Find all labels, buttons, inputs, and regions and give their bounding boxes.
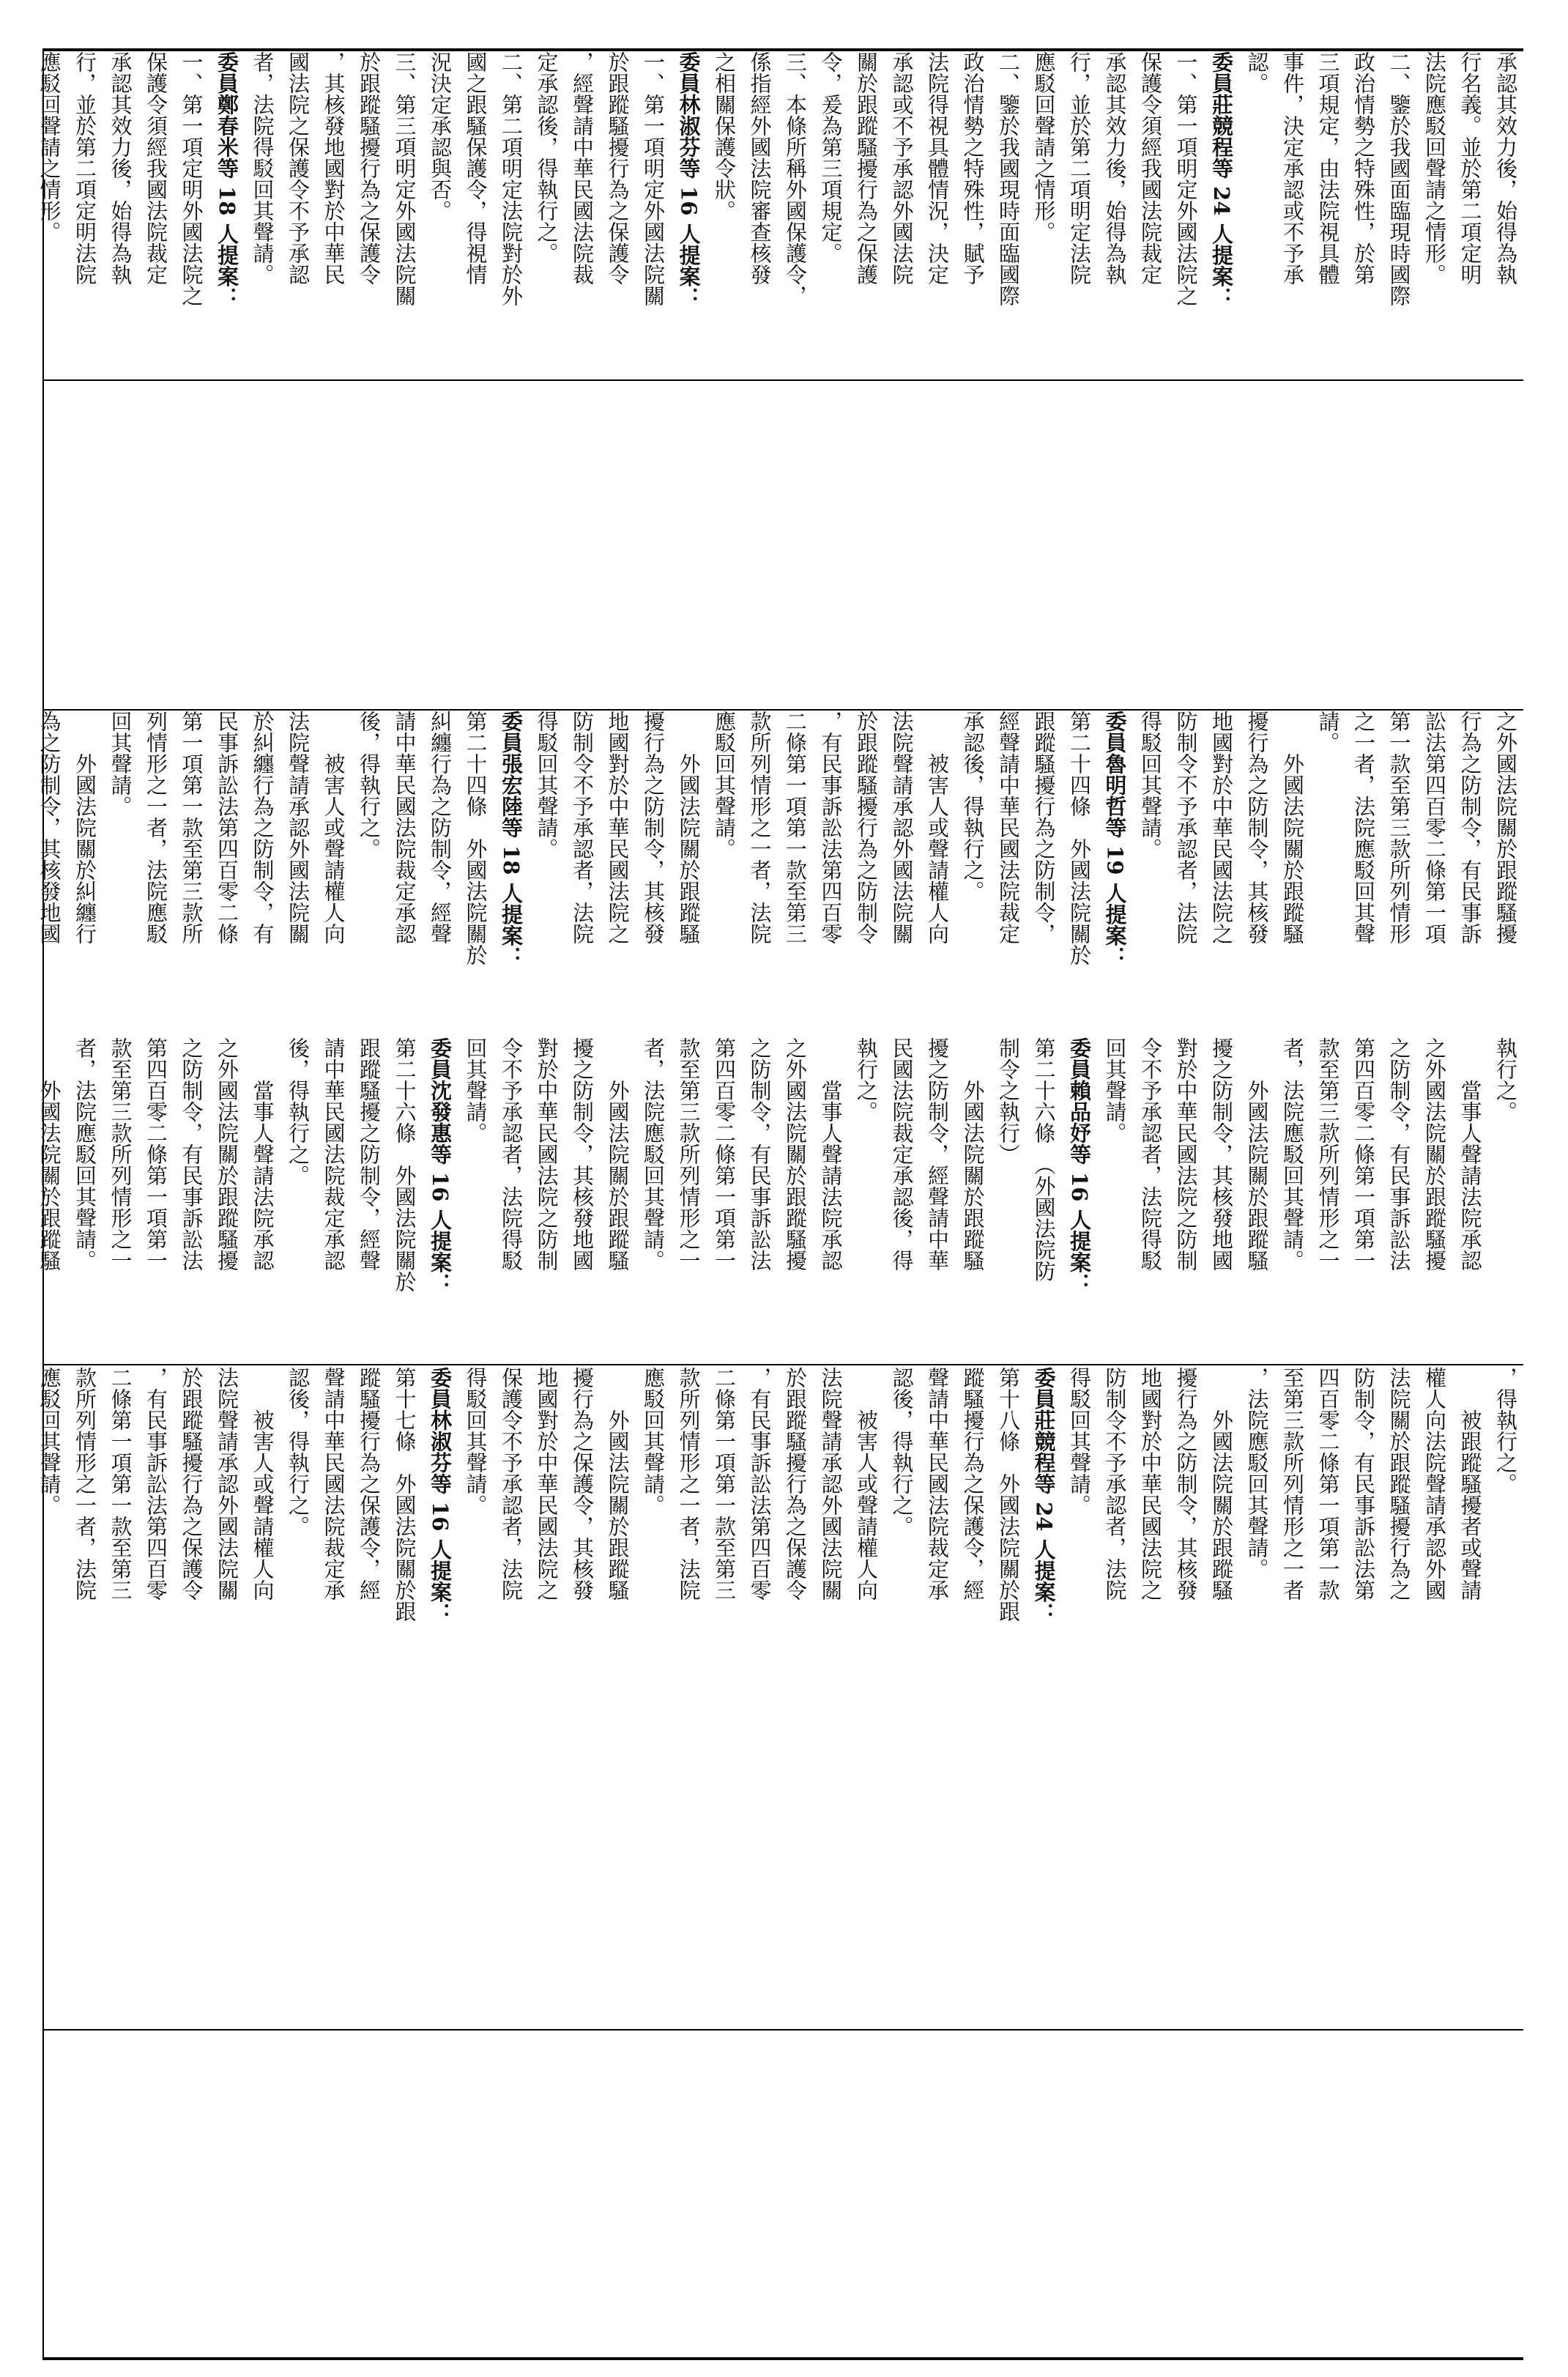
text-line: 當事人聲請法院承認 — [1457, 1037, 1483, 1271]
text-line: 款所列情形之一者，法院 — [73, 1367, 97, 1601]
text-line: 蹤騷擾行為之保護令，經 — [357, 1367, 382, 1601]
text-line: 二條第一項第一款至第三 — [783, 711, 808, 944]
text-line: 應駁回其聲請。 — [37, 1367, 62, 1516]
text-line: 之防制令，有民事訴訟法 — [179, 1037, 204, 1271]
text-line: 外國法院關於跟蹤騷 — [605, 1367, 631, 1601]
text-line: 回其聲請。 — [1102, 1037, 1128, 1143]
text-line: 制令之執行） — [996, 1037, 1021, 1165]
text-line: 者，法院得駁回其聲請。 — [250, 51, 275, 285]
text-line: 跟蹤騷擾行為之防制令， — [1031, 711, 1057, 944]
text-line: 國法院之保護令不予承認 — [286, 51, 311, 285]
text-line: 承認後，得執行之。 — [960, 711, 986, 902]
text-line: 防制令不予承認者，法院 — [570, 711, 595, 944]
text-line: 外國法院關於跟蹤騷 — [605, 1037, 631, 1271]
text-line: 者，法院應駁回其聲請。 — [641, 1037, 666, 1271]
text-line: 被跟蹤騷擾者或聲請 — [1457, 1367, 1483, 1601]
text-line: 後，得執行之。 — [286, 1037, 311, 1186]
text-line: 法院聲請承認外國法院關 — [215, 1367, 239, 1601]
text-line: 委員張宏陸等 18 人提案： — [499, 711, 524, 968]
text-line: 承認其效力後，始得為執 — [1493, 51, 1518, 285]
text-line: 三、本條所稱外國保護令， — [783, 51, 808, 306]
text-line: 法院聲請承認外國法院關 — [286, 711, 311, 944]
text-line: 蹤騷擾行為之保護令，經 — [960, 1367, 986, 1601]
text-line: 防制令，有民事訴訟法第 — [1351, 1367, 1376, 1601]
text-line: 承認或不予承認外國法院 — [889, 51, 915, 285]
text-line: 第二十六條 外國法院關於 — [392, 1037, 417, 1292]
text-line: 訟法第四百零二條第一項 — [1422, 711, 1447, 944]
text-line: 外國法院關於跟蹤騷 — [960, 1037, 986, 1271]
text-line: 第十七條 外國法院關於跟 — [392, 1367, 417, 1622]
text-line: 之防制令，有民事訴訟法 — [1386, 1037, 1412, 1271]
text-line: 得駁回其聲請。 — [1067, 1367, 1092, 1516]
text-line: 應駁回聲請之情形。 — [1031, 51, 1057, 242]
text-line: 法院關於跟蹤騷擾行為之 — [1386, 1367, 1412, 1601]
text-line: 權人向法院聲請承認外國 — [1422, 1367, 1447, 1601]
text-line: 認後，得執行之。 — [286, 1367, 311, 1537]
text-line: 政治情勢之特殊性，賦予 — [960, 51, 986, 285]
text-line: 列情形之一者，法院應駁 — [144, 711, 168, 944]
text-line: 第四百零二條第一項第一 — [712, 1037, 737, 1271]
text-line: ，其核發地國對於中華民 — [321, 51, 346, 285]
text-line: 於跟蹤騷擾行為之防制令 — [854, 711, 879, 944]
text-line: ，有民事訴訟法第四百零 — [818, 711, 844, 944]
text-line: 政治情勢之特殊性，於第 — [1351, 51, 1376, 285]
text-line: 關於跟蹤騷擾行為之保護 — [854, 51, 879, 285]
text-line: 令，爰為第三項規定。 — [818, 51, 844, 264]
text-line: 外國法院關於糾纏行 — [73, 711, 97, 944]
text-line: 法院應駁回聲請之情形。 — [1422, 51, 1447, 285]
text-line: 四百零二條第一項第一款 — [1315, 1367, 1341, 1601]
text-line: 令不予承認者，法院得駁 — [499, 1037, 524, 1271]
text-line: 款至第三款所列情形之一 — [1315, 1037, 1341, 1271]
text-line: 被害人或聲請權人向 — [854, 1367, 879, 1601]
text-line: 聲請中華民國法院裁定承 — [321, 1367, 346, 1601]
text-line: 之外國法院關於跟蹤騷擾 — [783, 1037, 808, 1271]
text-line: 三項規定，由法院視具體 — [1315, 51, 1341, 285]
text-line: 對於中華民國法院之防制 — [534, 1037, 560, 1271]
text-line: 委員沈發惠等 16 人提案： — [428, 1037, 453, 1294]
text-line: 承認其效力後，始得為執 — [108, 51, 133, 285]
text-line: 第二十六條 （外國法院防 — [1031, 1037, 1057, 1282]
text-line: ，經聲請中華民國法院裁 — [570, 51, 595, 285]
middle-text-column-c — [37, 1367, 1523, 1689]
text-line: ，有民事訴訟法第四百零 — [747, 1367, 773, 1601]
separator-rule-4 — [42, 2029, 1523, 2031]
text-line: 外國法院關於跟蹤騷 — [1280, 711, 1305, 944]
text-line: 糾纏行為之防制令，經聲 — [428, 711, 453, 944]
text-line: 二、鑒於我國現時面臨國際 — [996, 51, 1021, 306]
text-line: 執行之。 — [1493, 1037, 1518, 1122]
text-line: 者，法院應駁回其聲請。 — [1280, 1037, 1305, 1271]
text-line: 當事人聲請法院承認 — [818, 1037, 844, 1271]
text-line: 款所列情形之一者，法院 — [747, 711, 773, 944]
text-line: 地國對於中華民國法院之 — [1138, 1367, 1163, 1601]
text-line: 民事訴訟法第四百零二條 — [215, 711, 239, 944]
text-line: 執行之。 — [854, 1037, 879, 1122]
text-line: 者，法院應駁回其聲請。 — [73, 1037, 97, 1271]
text-line: 保護令須經我國法院裁定 — [1138, 51, 1163, 285]
text-line: 於跟蹤騷擾行為之保護令 — [179, 1367, 204, 1601]
text-line: 二條第一項第一款至第三 — [108, 1367, 133, 1601]
text-line: 保護令不予承認者，法院 — [499, 1367, 524, 1601]
text-line: 地國對於中華民國法院之 — [605, 711, 631, 944]
text-line: 第二十四條 外國法院關於 — [463, 711, 488, 965]
text-line: 應駁回其聲請。 — [641, 1367, 666, 1516]
text-line: 於跟蹤騷擾行為之保護令 — [783, 1367, 808, 1601]
text-line: 得駁回其聲請。 — [534, 711, 560, 859]
text-line: 擾之防制令，其核發地國 — [1209, 1037, 1234, 1271]
text-line: 第四百零二條第一項第一 — [144, 1037, 168, 1271]
text-line: 之相關保護令狀。 — [712, 51, 737, 221]
text-line: 委員林淑芬等 16 人提案： — [428, 1367, 453, 1624]
text-line: 第一款至第三款所列情形 — [1386, 711, 1412, 944]
text-line: 得駁回其聲請。 — [1138, 711, 1163, 859]
text-line: 得駁回其聲請。 — [463, 1367, 488, 1516]
text-line: 地國對於中華民國法院之 — [534, 1367, 560, 1601]
text-line: 委員魯明哲等 19 人提案： — [1102, 711, 1128, 968]
text-line: 係指經外國法院審查核發 — [747, 51, 773, 285]
text-line: 擾行為之防制令，其核發 — [1244, 711, 1270, 944]
text-line: 請中華民國法院裁定承認 — [321, 1037, 346, 1271]
text-line: 三、第三項明定外國法院關 — [392, 51, 417, 306]
text-line: 法院得視具體情況，決定 — [925, 51, 950, 285]
text-line: 被害人或聲請權人向 — [321, 711, 346, 944]
text-line: 之防制令，有民事訴訟法 — [747, 1037, 773, 1271]
text-line: 一、第一項明定外國法院之 — [1173, 51, 1199, 306]
text-line: 事件，決定承認或不予承 — [1280, 51, 1305, 285]
text-line: 款至第三款所列情形之一 — [676, 1037, 702, 1271]
text-line: 國之跟騷保護令，得視情 — [463, 51, 488, 285]
text-line: 擾之防制令，其核發地國 — [570, 1037, 595, 1271]
text-line: ，有民事訴訟法第四百零 — [144, 1367, 168, 1601]
text-line: 於跟蹤騷擾行為之保護令 — [605, 51, 631, 285]
text-line: 法院聲請承認外國法院關 — [818, 1367, 844, 1601]
text-line: 經聲請中華民國法院裁定 — [996, 711, 1021, 944]
text-line: 之外國法院關於跟蹤騷擾 — [1422, 1037, 1447, 1271]
text-line: 行名義。並於第二項定明 — [1457, 51, 1483, 285]
text-line: 防制令不予承認者，法院 — [1102, 1367, 1128, 1601]
text-line: 之外國法院關於跟蹤騷擾 — [215, 1037, 239, 1271]
text-line: ，法院應駁回其聲請。 — [1244, 1367, 1270, 1579]
text-line: 二、鑒於我國面臨現時國際 — [1386, 51, 1412, 306]
text-line: 二條第一項第一款至第三 — [712, 1367, 737, 1601]
text-line: 一、第一項明定外國法院關 — [641, 51, 666, 306]
text-line: 委員林淑芬等 16 人提案： — [676, 51, 702, 308]
text-line: 被害人或聲請權人向 — [925, 711, 950, 944]
text-line: 被害人或聲請權人向 — [250, 1367, 275, 1601]
text-line: 擾行為之防制令，其核發 — [641, 711, 666, 944]
text-line: 第一項第一款至第三款所 — [179, 711, 204, 944]
text-line: 跟蹤騷擾之防制令，經聲 — [357, 1037, 382, 1271]
text-line: 請。 — [1315, 711, 1341, 753]
text-line: 第四百零二條第一項第一 — [1351, 1037, 1376, 1271]
text-line: 委員莊競程等 24 人提案： — [1209, 51, 1234, 308]
text-line: 回其聲請。 — [463, 1037, 488, 1143]
text-line: 承認其效力後，始得為執 — [1102, 51, 1128, 285]
text-line: 認。 — [1244, 51, 1270, 94]
text-line: 外國法院關於跟蹤騷 — [676, 711, 702, 944]
text-line: ，得執行之。 — [1493, 1367, 1518, 1494]
text-line: 一、第一項定明外國法院之 — [179, 51, 204, 306]
text-line: 應駁回其聲請。 — [712, 711, 737, 859]
text-line: 行，並於第二項定明法院 — [73, 51, 97, 285]
text-line: 防制令不予承認者，法院 — [1173, 711, 1199, 944]
text-line: 保護令須經我國法院裁定 — [144, 51, 168, 285]
text-line: 外國法院關於跟蹤騷 — [37, 1037, 62, 1271]
text-line: 聲請中華民國法院裁定承 — [925, 1367, 950, 1601]
separator-rule-3 — [42, 1364, 1523, 1365]
text-line: 第十八條 外國法院關於跟 — [996, 1367, 1021, 1622]
text-line: 行為之防制令，有民事訴 — [1457, 711, 1483, 944]
middle-text-column-b — [37, 1037, 1523, 1360]
text-line: 於跟蹤騷擾行為之保護令 — [357, 51, 382, 285]
bottom-rule — [42, 2357, 1523, 2360]
text-line: 二、第二項明定法院對於外 — [499, 51, 524, 306]
text-line: 至第三款所列情形之一者 — [1280, 1367, 1305, 1601]
text-line: 外國法院關於跟蹤騷 — [1209, 1367, 1234, 1601]
text-line: 之外國法院關於跟蹤騷擾 — [1493, 711, 1518, 944]
text-line: 擾行為之保護令，其核發 — [570, 1367, 595, 1601]
text-line: 後，得執行之。 — [357, 711, 382, 859]
text-line: 況決定承認與否。 — [428, 51, 453, 221]
middle-text-column-a — [37, 711, 1523, 1033]
text-line: 擾之防制令，經聲請中華 — [925, 1037, 950, 1271]
text-line: 令不予承認者，法院得駁 — [1138, 1037, 1163, 1271]
text-line: 民國法院裁定承認後，得 — [889, 1037, 915, 1271]
text-line: 行，並於第二項明定法院 — [1067, 51, 1092, 285]
text-line: 委員莊競程等 24 人提案： — [1031, 1367, 1057, 1624]
text-line: 為之防制令，其核發地國 — [37, 711, 62, 944]
text-line: 委員賴品妤等 16 人提案： — [1067, 1037, 1092, 1294]
text-line: 款所列情形之一者，法院 — [676, 1367, 702, 1601]
text-line: 認後，得執行之。 — [889, 1367, 915, 1537]
text-line: 法院聲請承認外國法院關 — [889, 711, 915, 944]
text-line: 當事人聲請法院承認 — [250, 1037, 275, 1271]
text-line: 請中華民國法院裁定承認 — [392, 711, 417, 944]
text-line: 之一者，法院應駁回其聲 — [1351, 711, 1376, 944]
text-line: 定承認後，得執行之。 — [534, 51, 560, 264]
text-line: 回其聲請。 — [108, 711, 133, 817]
top-right-text-column — [37, 51, 1523, 377]
separator-rule-1 — [42, 379, 1523, 381]
text-line: 外國法院關於跟蹤騷 — [1244, 1037, 1270, 1271]
text-line: 款至第三款所列情形之一 — [108, 1037, 133, 1271]
text-line: 地國對於中華民國法院之 — [1209, 711, 1234, 944]
text-line: 於糾纏行為之防制令，有 — [250, 711, 275, 944]
text-line: 對於中華民國法院之防制 — [1173, 1037, 1199, 1271]
text-line: 應駁回聲請之情形。 — [37, 51, 62, 242]
text-line: 第二十四條 外國法院關於 — [1067, 711, 1092, 965]
text-line: 擾行為之防制令，其核發 — [1173, 1367, 1199, 1601]
text-line: 委員鄭春米等 18 人提案： — [215, 51, 239, 308]
